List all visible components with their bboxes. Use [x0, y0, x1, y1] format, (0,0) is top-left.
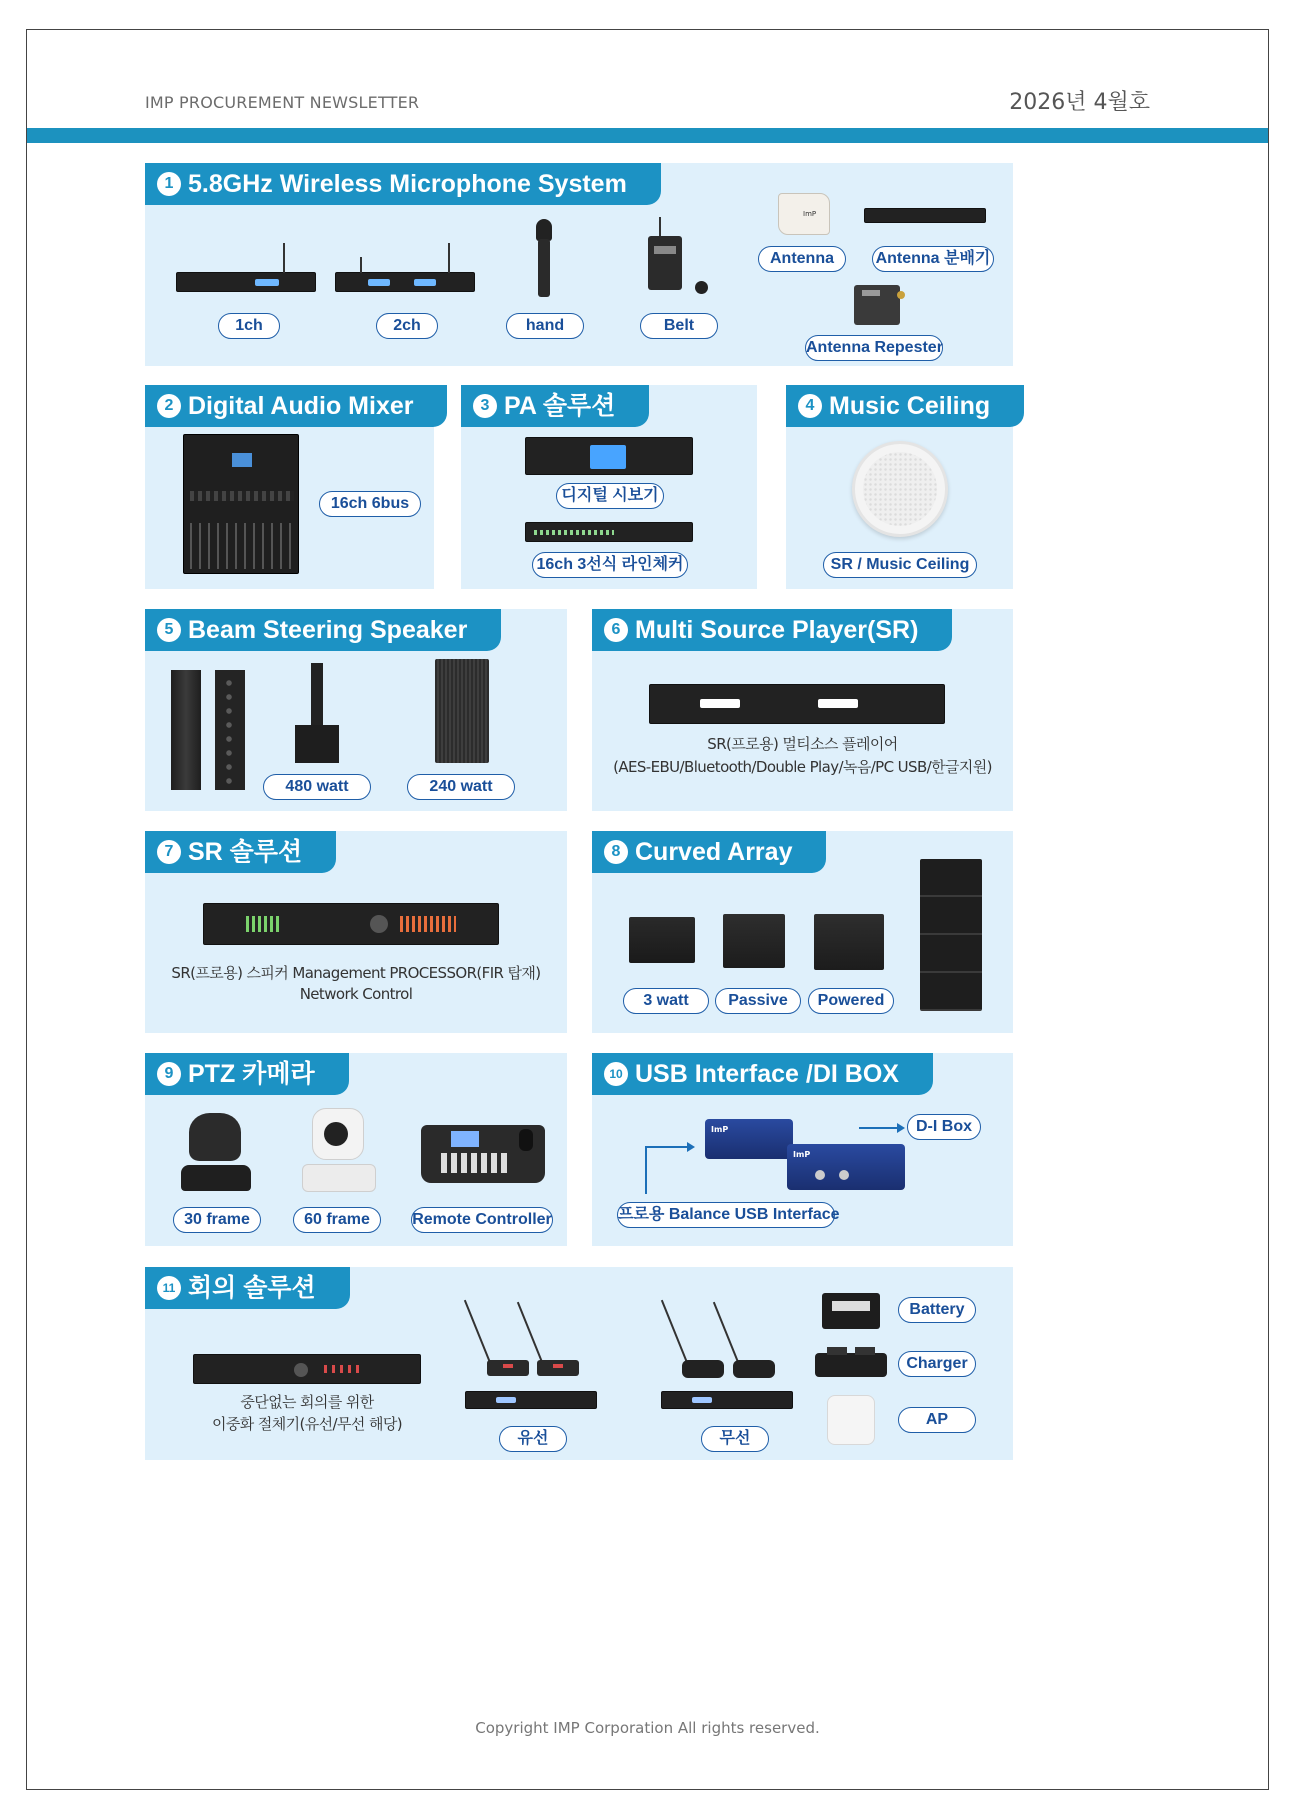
section-ptz-camera — [145, 1053, 567, 1246]
section-title — [592, 1053, 933, 1095]
label-passive: Passive — [715, 988, 801, 1014]
battery-image — [822, 1293, 880, 1329]
arrow-head-icon — [687, 1142, 695, 1152]
section-title-text: PTZ 카메라 — [188, 1060, 315, 1088]
label-3-watt: 3 watt — [623, 988, 709, 1014]
label-antenna-repeater: Antenna Repester — [805, 335, 943, 361]
ptz-camera-60-image — [300, 1108, 378, 1194]
antenna-rod — [283, 243, 285, 273]
section-title — [145, 385, 447, 427]
section-title — [786, 385, 1024, 427]
label-wireless: 무선 — [701, 1426, 769, 1452]
section-digital-mixer — [145, 385, 434, 589]
label-charger: Charger — [898, 1351, 976, 1377]
gooseneck-mic — [661, 1300, 689, 1366]
label-ap: AP — [898, 1407, 976, 1433]
section-multi-source-player — [592, 609, 1013, 811]
processor-caption-line1: SR(프로용) 스피커 Management PROCESSOR(FIR 탑재) — [171, 964, 541, 982]
arrow-to-usb — [645, 1146, 647, 1194]
digital-mixer-image — [183, 434, 299, 574]
section-number: 11 — [157, 1276, 181, 1300]
player-caption-line1: SR(프로용) 멀티소스 플레이어 — [707, 735, 898, 753]
label-belt: Belt — [640, 313, 718, 339]
digital-chime-image — [525, 437, 693, 475]
section-number: 2 — [157, 394, 181, 418]
section-title — [592, 831, 826, 873]
section-number: 4 — [798, 394, 822, 418]
beltpack-image — [648, 236, 682, 290]
label-sr-music-ceiling: SR / Music Ceiling — [823, 552, 977, 578]
subwoofer-480w-image — [295, 725, 339, 763]
copyright: Copyright IMP Corporation All rights reserved. — [475, 1719, 820, 1737]
section-music-ceiling — [786, 385, 1013, 589]
gooseneck-mic — [517, 1302, 545, 1368]
label-16ch-6bus: 16ch 6bus — [319, 491, 421, 517]
antenna-repeater-image — [854, 285, 900, 325]
charger-image — [815, 1353, 887, 1377]
speaker-passive-image — [723, 914, 785, 968]
ptz-camera-30-image — [179, 1113, 253, 1193]
publication-name: IMP PROCUREMENT NEWSLETTER — [145, 93, 420, 112]
lavalier-mic — [695, 281, 708, 294]
ceiling-speaker-image — [852, 441, 948, 537]
receiver-2ch-image — [335, 272, 475, 292]
multi-source-player-image — [649, 684, 945, 724]
access-point-image — [827, 1395, 875, 1445]
speaker-240w-image — [435, 659, 489, 763]
arrow-head-icon — [897, 1123, 905, 1133]
label-wired: 유선 — [499, 1426, 567, 1452]
label-antenna: Antenna — [758, 246, 846, 272]
antenna-rod — [360, 257, 362, 273]
label-digital-chime: 디지털 시보기 — [556, 483, 664, 509]
section-curved-array — [592, 831, 1013, 1033]
section-number: 5 — [157, 618, 181, 642]
section-title — [592, 609, 952, 651]
wireless-mic-base-image — [682, 1360, 724, 1378]
handheld-mic-head — [536, 219, 552, 241]
section-usb-interface — [592, 1053, 1013, 1246]
section-number: 6 — [604, 618, 628, 642]
section-title — [145, 831, 336, 873]
section-title — [145, 609, 501, 651]
redundancy-switcher-image — [193, 1354, 421, 1384]
wired-mic-base-image — [487, 1360, 529, 1376]
gooseneck-mic — [713, 1302, 741, 1368]
speaker-powered-image — [814, 914, 884, 970]
label-antenna-distributor: Antenna 분배기 — [872, 246, 994, 272]
label-di-box: D-I Box — [907, 1114, 981, 1140]
usb-interface-image: ImP — [705, 1119, 793, 1159]
wired-controller-image — [465, 1391, 597, 1409]
switcher-caption-line2: 이중화 절체기(유선/무선 해당) — [212, 1415, 402, 1433]
section-beam-steering — [145, 609, 567, 811]
section-number: 1 — [157, 172, 181, 196]
section-title-text: USB Interface /DI BOX — [635, 1060, 899, 1088]
label-battery: Battery — [898, 1297, 976, 1323]
column-speaker-image — [171, 670, 201, 790]
label-usb-interface: 프로용 Balance USB Interface — [617, 1202, 835, 1228]
section-title — [145, 1053, 349, 1095]
section-number: 9 — [157, 1062, 181, 1086]
section-title-text: Beam Steering Speaker — [188, 616, 468, 644]
switcher-caption-line1: 중단없는 회의를 위한 — [240, 1393, 374, 1411]
label-1ch: 1ch — [218, 313, 280, 339]
section-sr-solution — [145, 831, 567, 1033]
section-number: 3 — [473, 394, 497, 418]
label-remote-controller: Remote Controller — [411, 1207, 553, 1233]
header-bar — [27, 128, 1268, 143]
speaker-3watt-image — [629, 917, 695, 963]
section-title — [145, 163, 661, 205]
arrow-to-usb — [645, 1146, 689, 1148]
label-480-watt: 480 watt — [263, 774, 371, 800]
player-caption-line2: (AES-EBU/Bluetooth/Double Play/녹음/PC USB/한글지원) — [613, 758, 992, 776]
section-number: 8 — [604, 840, 628, 864]
repeater-antenna-connector — [897, 291, 905, 299]
line-checker-image — [525, 522, 693, 542]
section-title — [461, 385, 649, 427]
handheld-mic-body — [538, 239, 550, 297]
processor-caption-line2: Network Control — [299, 985, 413, 1003]
arrow-to-di — [859, 1127, 899, 1129]
section-title — [145, 1267, 350, 1309]
section-wireless-mic — [145, 163, 1013, 366]
label-30-frame: 30 frame — [173, 1207, 261, 1233]
section-conference-solution — [145, 1267, 1013, 1460]
wireless-controller-image — [661, 1391, 793, 1409]
section-title-text: Digital Audio Mixer — [188, 392, 414, 420]
column-speaker-front-image — [215, 670, 245, 790]
antenna-paddle-image: ImP — [778, 193, 830, 235]
issue-date: 2026년 4월호 — [1009, 90, 1150, 115]
label-line-checker: 16ch 3선식 라인체커 — [532, 552, 688, 578]
newsletter-page — [26, 29, 1269, 1790]
section-title-text: Curved Array — [635, 838, 793, 866]
antenna-distributor-image — [864, 208, 986, 223]
section-title-text: SR 솔루션 — [188, 838, 303, 866]
section-title-text: PA 솔루션 — [504, 392, 616, 420]
label-powered: Powered — [808, 988, 894, 1014]
label-240-watt: 240 watt — [407, 774, 515, 800]
section-title-text: Music Ceiling — [829, 392, 991, 420]
section-title-text: Multi Source Player(SR) — [635, 616, 919, 644]
line-array-image — [920, 859, 982, 1011]
wireless-mic-base-image — [733, 1360, 775, 1378]
label-60-frame: 60 frame — [293, 1207, 381, 1233]
antenna-rod — [448, 243, 450, 273]
di-box-image: ImP — [787, 1144, 905, 1190]
label-2ch: 2ch — [376, 313, 438, 339]
receiver-1ch-image — [176, 272, 316, 292]
label-hand: hand — [506, 313, 584, 339]
section-number: 7 — [157, 840, 181, 864]
gooseneck-mic — [464, 1300, 492, 1366]
section-title-text: 회의 솔루션 — [188, 1274, 316, 1302]
section-number: 10 — [604, 1062, 628, 1086]
remote-controller-image — [421, 1125, 545, 1183]
section-title-text: 5.8GHz Wireless Microphone System — [188, 170, 627, 198]
wired-mic-base-image — [537, 1360, 579, 1376]
speaker-processor-image — [203, 903, 499, 945]
section-pa-solution — [461, 385, 757, 589]
